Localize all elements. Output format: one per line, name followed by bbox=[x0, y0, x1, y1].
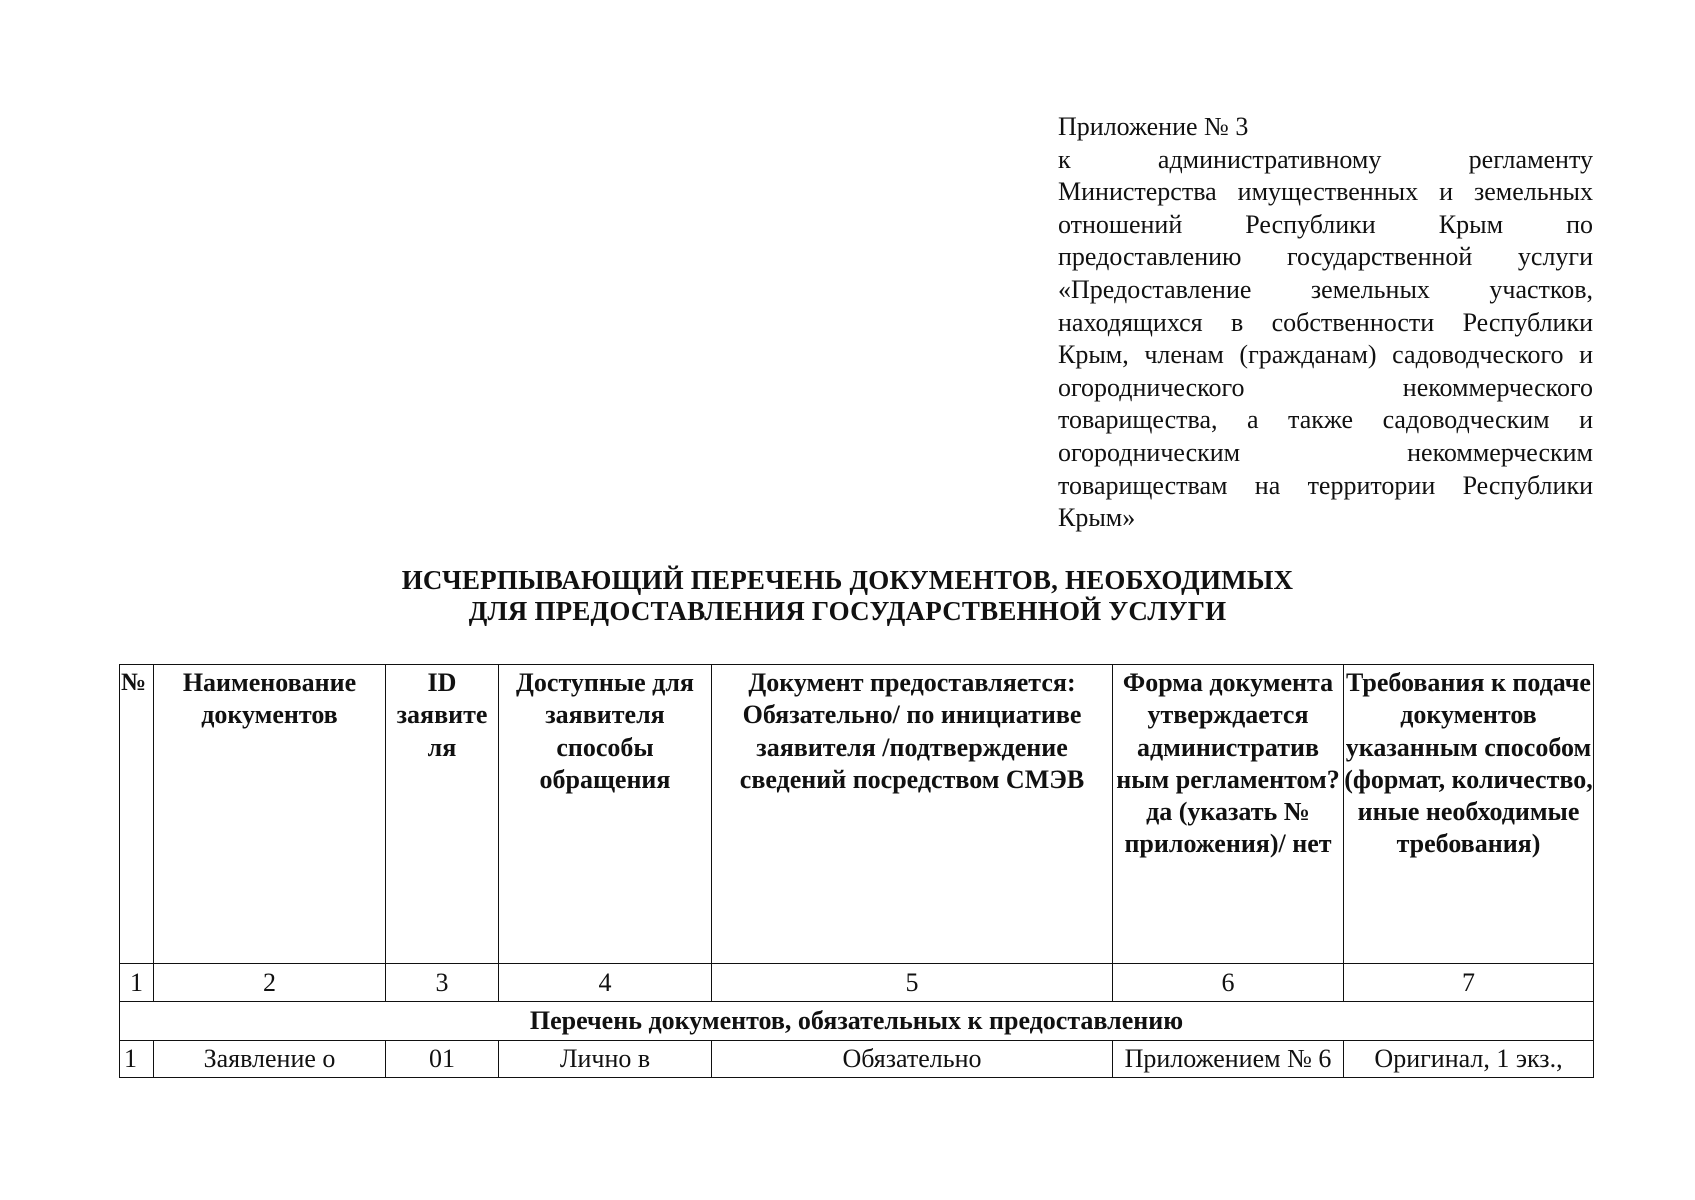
row-submission-method: Лично в bbox=[499, 1041, 712, 1078]
header-requirements: Требования к подаче документов указанным способом (формат, количество, иные необходимые требования) bbox=[1344, 665, 1594, 964]
row-number: 1 bbox=[120, 1041, 154, 1078]
document-title bbox=[100, 565, 1595, 627]
header-submission-methods: Доступные для заявителя способы обращения bbox=[499, 665, 712, 964]
section-row bbox=[120, 1002, 1594, 1041]
appendix-number: Приложение № 3 bbox=[1058, 112, 1249, 141]
column-number: 1 bbox=[120, 964, 154, 1002]
row-applicant-id: 01 bbox=[386, 1041, 499, 1078]
column-numbers-row bbox=[120, 964, 1594, 1002]
row-provision-type: Обязательно bbox=[712, 1041, 1113, 1078]
table-header-row bbox=[120, 665, 1594, 964]
section-title: Перечень документов, обязательных к предоставлению bbox=[120, 1002, 1594, 1041]
column-number: 2 bbox=[154, 964, 386, 1002]
header-applicant-id: ID заявите ля bbox=[386, 665, 499, 964]
column-number: 3 bbox=[386, 964, 499, 1002]
documents-table bbox=[119, 664, 1594, 1078]
title-line-1: ИСЧЕРПЫВАЮЩИЙ ПЕРЕЧЕНЬ ДОКУМЕНТОВ, НЕОБХОДИМЫХ bbox=[401, 565, 1294, 595]
header-number: № bbox=[120, 665, 154, 964]
appendix-text: к административному регламенту Министерства имущественных и земельных отношений Республики Крым по предоставлению государственной услуги «Предоставление земельных участков, находящихся в собственности Республики Крым, членам (гражданам) садоводческого и огороднического некоммерческого товарищества, а также садоводческим и огородническим некоммерческим товариществам на территории Республики Крым» bbox=[1058, 144, 1593, 533]
header-provision-type: Документ предоставляется: Обязательно/ по инициативе заявителя /подтверждение сведений посредством СМЭВ bbox=[712, 665, 1113, 964]
header-form-approval: Форма документа утверждается административ ным регламентом? да (указать № приложения)/ нет bbox=[1113, 665, 1344, 964]
row-requirements: Оригинал, 1 экз., bbox=[1344, 1041, 1594, 1078]
appendix-header bbox=[1058, 111, 1593, 535]
table-row bbox=[120, 1041, 1594, 1078]
column-number: 5 bbox=[712, 964, 1113, 1002]
title-line-2: ДЛЯ ПРЕДОСТАВЛЕНИЯ ГОСУДАРСТВЕННОЙ УСЛУГИ bbox=[468, 596, 1227, 626]
column-number: 6 bbox=[1113, 964, 1344, 1002]
header-document-name: Наименование документов bbox=[154, 665, 386, 964]
column-number: 7 bbox=[1344, 964, 1594, 1002]
column-number: 4 bbox=[499, 964, 712, 1002]
row-form-approval: Приложением № 6 bbox=[1113, 1041, 1344, 1078]
row-document-name: Заявление о bbox=[154, 1041, 386, 1078]
